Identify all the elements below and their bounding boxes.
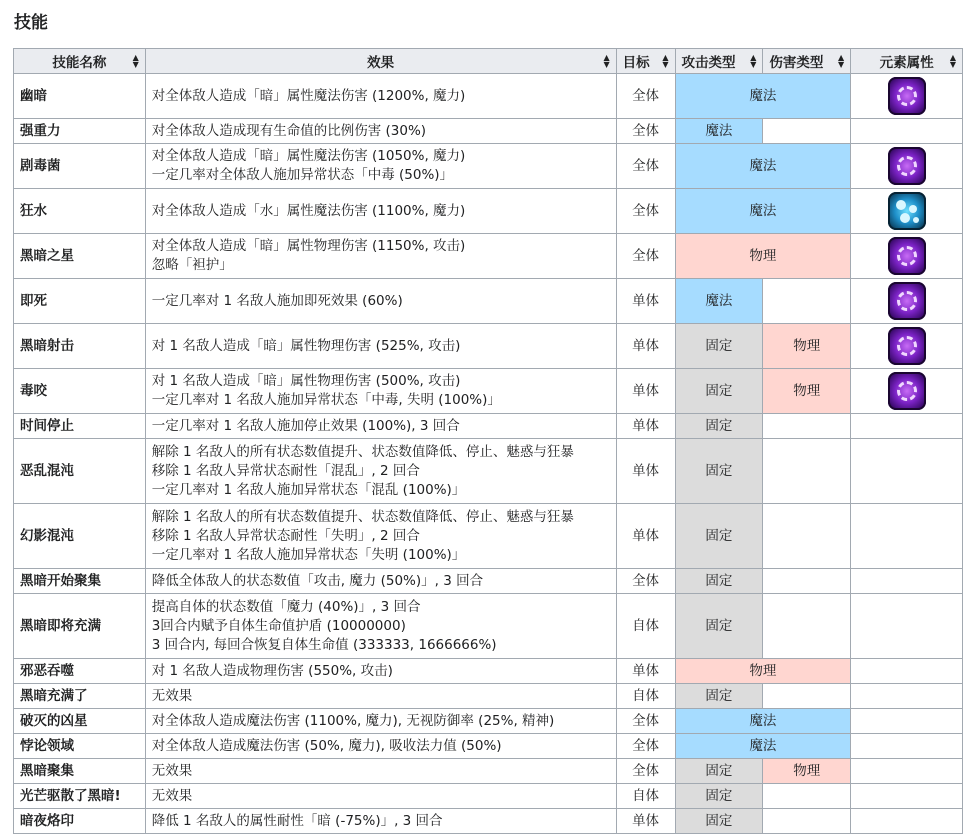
effect-line: 一定几率对 1 名敌人施加异常状态「中毒, 失明 (100%)」	[151, 392, 501, 408]
target-cell: 单体	[616, 414, 675, 439]
effect-line: 3回合内赋予自体生命值护盾 (10000000)	[151, 617, 406, 634]
damage-type-cell	[763, 439, 851, 504]
element-cell	[851, 189, 963, 234]
effect-cell	[145, 324, 616, 369]
target-cell: 单体	[616, 504, 675, 569]
damage-type-cell	[763, 414, 851, 439]
effect-line: 一定几率对 1 名敌人施加停止效果 (100%), 3 回合	[151, 417, 460, 434]
table-row	[14, 439, 963, 504]
table-row	[14, 504, 963, 569]
skill-name-cell: 剧毒菌	[14, 144, 146, 189]
effect-line: 移除 1 名敌人异常状态耐性「失明」, 2 回合	[151, 527, 420, 544]
table-row	[14, 119, 963, 144]
effect-cell	[145, 234, 616, 279]
target-cell: 单体	[616, 439, 675, 504]
sort-icon: ▲ ▼	[662, 53, 669, 69]
skill-name-cell: 邪恶吞噬	[14, 659, 146, 684]
column-label: 技能名称	[52, 55, 107, 71]
damage-type-cell	[763, 569, 851, 594]
effect-cell	[145, 594, 616, 659]
sort-icon: ▲ ▼	[603, 53, 610, 69]
attack-type-cell: 魔法	[675, 279, 763, 324]
skill-name-cell: 恶乱混沌	[14, 439, 146, 504]
effect-line: 无效果	[151, 762, 193, 779]
attack-type-cell: 固定	[675, 809, 763, 834]
effect-cell	[145, 684, 616, 709]
effect-cell	[145, 369, 616, 414]
effect-line: 一定几率对全体敌人施加异常状态「中毒 (50%)」	[151, 167, 454, 183]
element-cell	[851, 119, 963, 144]
element-cell	[851, 324, 963, 369]
target-cell: 全体	[616, 759, 675, 784]
table-row	[14, 734, 963, 759]
element-cell	[851, 659, 963, 684]
skill-name-cell: 黑暗之星	[14, 234, 146, 279]
damage-type-cell	[763, 784, 851, 809]
target-cell: 全体	[616, 569, 675, 594]
element-cell	[851, 504, 963, 569]
attack-type-cell: 物理	[675, 659, 851, 684]
column-header-target[interactable]	[616, 49, 675, 74]
effect-cell	[145, 189, 616, 234]
column-header-attack-type[interactable]	[675, 49, 763, 74]
table-row	[14, 144, 963, 189]
attack-type-cell: 固定	[675, 439, 763, 504]
target-cell: 单体	[616, 324, 675, 369]
target-cell: 单体	[616, 659, 675, 684]
dark-icon[interactable]	[888, 237, 926, 275]
effect-line: 对全体敌人造成「暗」属性魔法伤害 (1050%, 魔力)	[151, 148, 466, 164]
target-cell: 全体	[616, 74, 675, 119]
effect-line: 对全体敌人造成「暗」属性物理伤害 (1150%, 攻击)	[151, 238, 466, 254]
column-label: 元素属性	[879, 55, 934, 71]
element-cell	[851, 709, 963, 734]
skill-name-cell: 时间停止	[14, 414, 146, 439]
effect-line: 对 1 名敌人造成物理伤害 (550%, 攻击)	[151, 662, 393, 679]
target-cell: 单体	[616, 279, 675, 324]
effect-line: 解除 1 名敌人的所有状态数值提升、状态数值降低、停止、魅惑与狂暴	[151, 508, 574, 525]
effect-line: 对 1 名敌人造成「暗」属性物理伤害 (525%, 攻击)	[151, 337, 461, 354]
skill-name-cell: 幻影混沌	[14, 504, 146, 569]
column-header-skill-name[interactable]	[14, 49, 146, 74]
table-row	[14, 684, 963, 709]
attack-type-cell: 魔法	[675, 119, 763, 144]
header-row	[14, 49, 963, 74]
skill-name-cell: 黑暗射击	[14, 324, 146, 369]
table-row	[14, 369, 963, 414]
attack-type-cell: 魔法	[675, 189, 851, 234]
damage-type-cell	[763, 504, 851, 569]
column-header-element[interactable]	[851, 49, 963, 74]
column-header-effect[interactable]	[145, 49, 616, 74]
effect-cell	[145, 144, 616, 189]
target-cell: 全体	[616, 144, 675, 189]
skill-name-cell: 悖论领域	[14, 734, 146, 759]
skill-name-cell: 黑暗开始聚集	[14, 569, 146, 594]
column-label: 攻击类型	[681, 55, 736, 71]
effect-line: 降低 1 名敌人的属性耐性「暗 (-75%)」, 3 回合	[151, 812, 443, 829]
skill-name-cell: 强重力	[14, 119, 146, 144]
target-cell: 自体	[616, 684, 675, 709]
effect-cell	[145, 569, 616, 594]
table-row	[14, 414, 963, 439]
attack-type-cell: 固定	[675, 784, 763, 809]
table-row	[14, 784, 963, 809]
dark-icon[interactable]	[888, 372, 926, 410]
effect-line: 对全体敌人造成现有生命值的比例伤害 (30%)	[151, 122, 427, 139]
effect-line: 无效果	[151, 687, 193, 704]
skill-name-cell: 暗夜烙印	[14, 809, 146, 834]
damage-type-cell	[763, 279, 851, 324]
dark-icon[interactable]	[888, 77, 926, 115]
damage-type-cell: 物理	[763, 369, 851, 414]
element-cell	[851, 279, 963, 324]
effect-cell	[145, 709, 616, 734]
dark-icon[interactable]	[888, 327, 926, 365]
effect-line: 一定几率对 1 名敌人施加异常状态「混乱 (100%)」	[151, 481, 466, 498]
table-row	[14, 809, 963, 834]
damage-type-cell	[763, 809, 851, 834]
attack-type-cell: 魔法	[675, 144, 851, 189]
effect-cell	[145, 279, 616, 324]
element-cell	[851, 414, 963, 439]
dark-icon[interactable]	[888, 282, 926, 320]
effect-cell	[145, 809, 616, 834]
effect-line: 提高自体的状态数值「魔力 (40%)」, 3 回合	[151, 598, 421, 615]
element-cell	[851, 784, 963, 809]
effect-line: 对全体敌人造成魔法伤害 (50%, 魔力), 吸收法力值 (50%)	[151, 737, 502, 754]
skill-name-cell: 黑暗充满了	[14, 684, 146, 709]
target-cell: 全体	[616, 189, 675, 234]
sort-icon: ▲ ▼	[949, 53, 956, 69]
damage-type-cell	[763, 594, 851, 659]
element-cell	[851, 144, 963, 189]
target-cell: 全体	[616, 234, 675, 279]
effect-line: 对全体敌人造成「暗」属性魔法伤害 (1200%, 魔力)	[151, 87, 466, 104]
attack-type-cell: 魔法	[675, 709, 851, 734]
skill-name-cell: 破灭的凶星	[14, 709, 146, 734]
effect-line: 一定几率对 1 名敌人施加即死效果 (60%)	[151, 292, 403, 309]
effect-cell	[145, 119, 616, 144]
element-cell	[851, 569, 963, 594]
column-label: 伤害类型	[769, 55, 824, 71]
skill-name-cell: 毒咬	[14, 369, 146, 414]
target-cell: 单体	[616, 369, 675, 414]
table-body	[14, 74, 963, 834]
effect-line: 对 1 名敌人造成「暗」属性物理伤害 (500%, 攻击)	[151, 373, 461, 389]
element-cell	[851, 439, 963, 504]
effect-cell	[145, 439, 616, 504]
effect-line: 对全体敌人造成魔法伤害 (1100%, 魔力), 无视防御率 (25%, 精神)	[151, 712, 555, 729]
attack-type-cell: 物理	[675, 234, 851, 279]
table-row	[14, 279, 963, 324]
sort-icon: ▲ ▼	[838, 53, 845, 69]
attack-type-cell: 固定	[675, 759, 763, 784]
effect-line: 解除 1 名敌人的所有状态数值提升、状态数值降低、停止、魅惑与狂暴	[151, 443, 574, 460]
sort-icon: ▲ ▼	[750, 53, 757, 69]
skill-name-cell: 狂水	[14, 189, 146, 234]
column-label: 效果	[367, 55, 395, 71]
table-row	[14, 594, 963, 659]
skill-name-cell: 黑暗即将充满	[14, 594, 146, 659]
effect-cell	[145, 784, 616, 809]
target-cell: 自体	[616, 594, 675, 659]
skill-name-cell: 即死	[14, 279, 146, 324]
skill-name-cell: 幽暗	[14, 74, 146, 119]
table-row	[14, 659, 963, 684]
effect-cell	[145, 659, 616, 684]
attack-type-cell: 固定	[675, 684, 763, 709]
attack-type-cell: 固定	[675, 594, 763, 659]
skills-table	[13, 48, 963, 834]
table-row	[14, 569, 963, 594]
attack-type-cell: 固定	[675, 369, 763, 414]
effect-line: 移除 1 名敌人异常状态耐性「混乱」, 2 回合	[151, 462, 420, 479]
target-cell: 全体	[616, 734, 675, 759]
element-cell	[851, 369, 963, 414]
effect-cell	[145, 504, 616, 569]
element-cell	[851, 759, 963, 784]
element-cell	[851, 234, 963, 279]
sort-icon: ▲ ▼	[132, 53, 139, 69]
damage-type-cell	[763, 684, 851, 709]
table-row	[14, 709, 963, 734]
damage-type-cell: 物理	[763, 324, 851, 369]
target-cell: 单体	[616, 809, 675, 834]
table-row	[14, 759, 963, 784]
effect-line: 无效果	[151, 787, 193, 804]
damage-type-cell	[763, 119, 851, 144]
element-cell	[851, 594, 963, 659]
column-header-damage-type[interactable]	[763, 49, 851, 74]
effect-cell	[145, 74, 616, 119]
effect-line: 3 回合内, 每回合恢复自体生命值 (333333, 1666666%)	[151, 636, 497, 653]
effect-line: 对全体敌人造成「水」属性魔法伤害 (1100%, 魔力)	[151, 202, 466, 219]
table-row	[14, 234, 963, 279]
table-row	[14, 324, 963, 369]
attack-type-cell: 魔法	[675, 734, 851, 759]
table-row	[14, 189, 963, 234]
effect-line: 一定几率对 1 名敌人施加异常状态「失明 (100%)」	[151, 546, 466, 563]
effect-line: 降低全体敌人的状态数值「攻击, 魔力 (50%)」, 3 回合	[151, 572, 484, 589]
effect-cell	[145, 734, 616, 759]
element-cell	[851, 74, 963, 119]
section-heading: 技能	[14, 13, 48, 33]
target-cell: 全体	[616, 119, 675, 144]
attack-type-cell: 固定	[675, 324, 763, 369]
effect-cell	[145, 414, 616, 439]
damage-type-cell: 物理	[763, 759, 851, 784]
skill-name-cell: 光芒驱散了黑暗!	[14, 784, 146, 809]
attack-type-cell: 固定	[675, 414, 763, 439]
effect-cell	[145, 759, 616, 784]
column-label: 目标	[622, 55, 650, 71]
target-cell: 全体	[616, 709, 675, 734]
skills-table-wrapper	[13, 48, 963, 834]
attack-type-cell: 固定	[675, 569, 763, 594]
skill-name-cell: 黑暗聚集	[14, 759, 146, 784]
table-row	[14, 74, 963, 119]
attack-type-cell: 魔法	[675, 74, 851, 119]
effect-line: 忽略「袒护」	[151, 257, 233, 273]
attack-type-cell: 固定	[675, 504, 763, 569]
dark-icon[interactable]	[888, 147, 926, 185]
element-cell	[851, 734, 963, 759]
water-icon[interactable]	[888, 192, 926, 230]
target-cell: 自体	[616, 784, 675, 809]
element-cell	[851, 809, 963, 834]
element-cell	[851, 684, 963, 709]
